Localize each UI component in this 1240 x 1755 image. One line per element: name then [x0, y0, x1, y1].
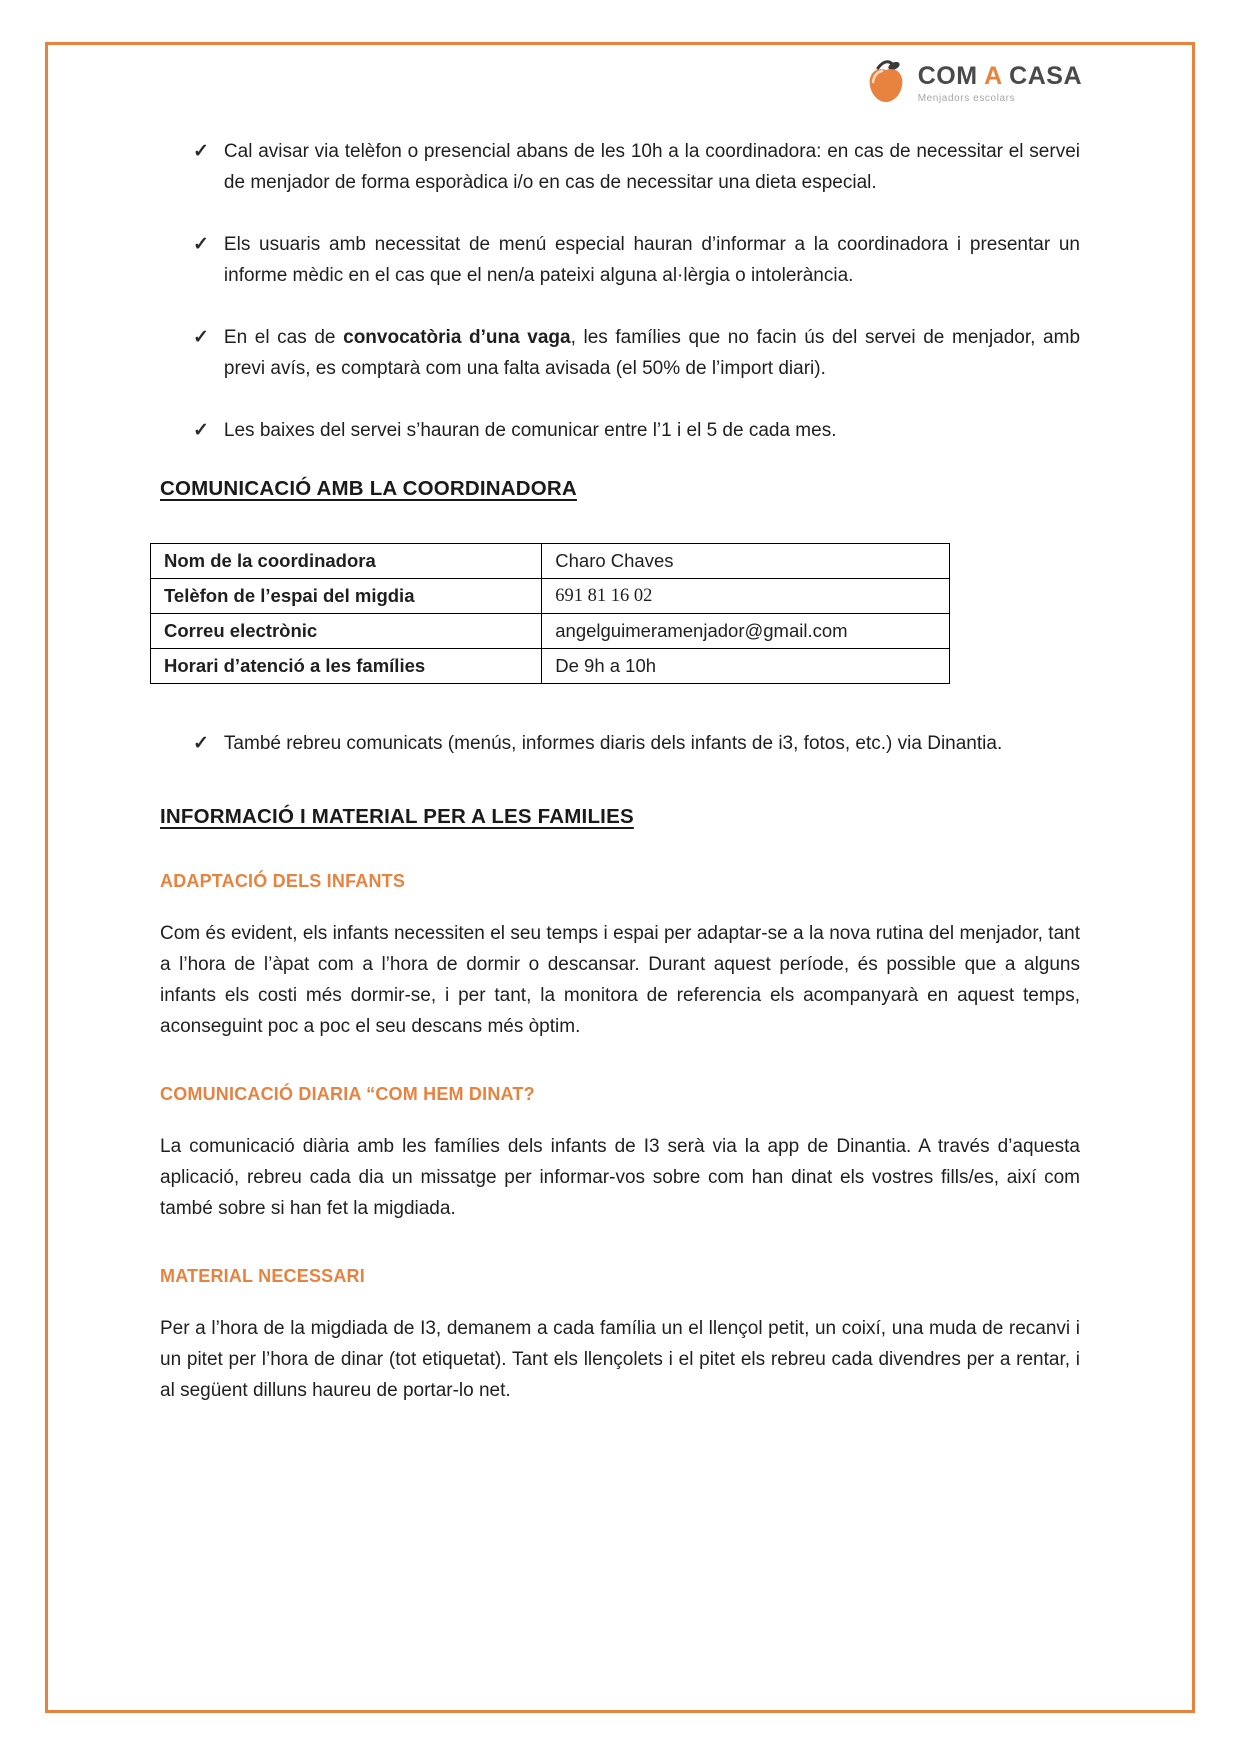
bullet-text: Els usuaris amb necessitat de menú especial hauran d’informar a la coordinadora i presentar un informe mèdic en el cas que el nen/a pateixi alguna al·lèrgia o intolerància. — [223, 234, 1080, 286]
bullet-text: També rebreu comunicats (menús, informes diaris dels infants de i3, fotos, etc.) via Dinantia. — [223, 733, 1003, 754]
list-item — [160, 322, 1080, 384]
list-item — [160, 229, 1080, 291]
bullet-text-part: En el cas de — [223, 327, 344, 348]
table-row — [151, 544, 950, 579]
section-title-coordinator: COMUNICACIÓ AMB LA COORDINADORA — [160, 477, 577, 500]
logo-word-casa: CASA — [1009, 61, 1082, 90]
brand-logo — [864, 58, 1082, 109]
table-cell-value: 691 81 16 02 — [542, 579, 950, 614]
bullet-text: Les baixes del servei s’hauran de comunicar entre l’1 i el 5 de cada mes. — [223, 420, 837, 441]
table-cell-value: De 9h a 10h — [542, 649, 950, 684]
paragraph-adaptacio: Com és evident, els infants necessiten el seu temps i espai per adaptar-se a la nova rutina del menjador, tant a l’hora de l’àpat com a l’hora de dormir o descansar. Durant aquest període, és possible que a alguns infants els costi més dormir-se, i per tant, la monitora de referencia els acompanyarà en aquest temps, aconseguint poc a poc el seu descans més òptim. — [160, 923, 1080, 1037]
list-item — [160, 415, 1080, 446]
table-row — [151, 614, 950, 649]
bullet-text — [224, 322, 1080, 384]
rules-bullet-list — [160, 136, 1080, 446]
check-icon: ✓ — [193, 234, 209, 255]
table-cell-value: Charo Chaves — [542, 544, 950, 579]
table-row — [151, 579, 950, 614]
bullet-text-bold: convocatòria d’una vaga — [343, 327, 571, 348]
subheading-adaptacio: ADAPTACIÓ DELS INFANTS — [160, 871, 406, 891]
table-row — [151, 649, 950, 684]
logo-text-block — [917, 61, 1082, 104]
subheading-material: MATERIAL NECESSARI — [160, 1266, 365, 1286]
table-cell-value: angelguimeramenjador@gmail.com — [542, 614, 950, 649]
table-cell-label: Correu electrònic — [151, 614, 542, 649]
check-icon: ✓ — [193, 733, 209, 754]
table-cell-label: Nom de la coordinadora — [151, 544, 542, 579]
list-item — [160, 136, 1080, 198]
bullet-text: Cal avisar via telèfon o presencial abans de les 10h a la coordinadora: en cas de necessitar el servei de menjador de forma esporàdica i/o en cas de necessitar una dieta especial. — [223, 141, 1080, 193]
check-icon: ✓ — [193, 420, 209, 441]
table-cell-label: Horari d’atenció a les famílies — [151, 649, 542, 684]
subheading-comunicacio-diaria: COMUNICACIÓ DIARIA “COM HEM DINAT? — [160, 1084, 535, 1104]
paragraph-comunicacio-diaria: La comunicació diària amb les famílies dels infants de I3 serà via la app de Dinantia. A través d’aquesta aplicació, rebreu cada dia un missatge per informar-vos sobre com han dinat els vostres fills/es, així com també sobre si han fet la migdiada. — [160, 1136, 1080, 1219]
paragraph-material: Per a l’hora de la migdiada de I3, demanem a cada família un el llençol petit, un coixí, una muda de recanvi i un pitet per l’hora de dinar (tot etiquetat). Tant els llençolets i el pitet els rebreu cada divendres per a rentar, i al següent dilluns haureu de portar-lo net. — [160, 1318, 1080, 1401]
table-cell-label: Telèfon de l’espai del migdia — [151, 579, 542, 614]
apple-logo-icon — [864, 58, 908, 109]
page-content — [160, 136, 1080, 1406]
logo-subtitle: Menjadors escolars — [917, 92, 1016, 104]
logo-title — [917, 61, 1082, 90]
check-icon: ✓ — [193, 141, 209, 162]
section-title-info: INFORMACIÓ I MATERIAL PER A LES FAMILIES — [160, 805, 634, 828]
bullet-text-part: , les famílies que no facin ús del servei de menjador, amb previ avís, es comptarà com una falta avisada (el 50% de l’import diari). — [223, 327, 1081, 379]
logo-word-a: A — [984, 61, 1002, 90]
logo-word-com: COM — [917, 61, 978, 90]
list-item — [160, 728, 1080, 759]
check-icon: ✓ — [193, 327, 209, 348]
coordinator-table — [150, 543, 950, 684]
